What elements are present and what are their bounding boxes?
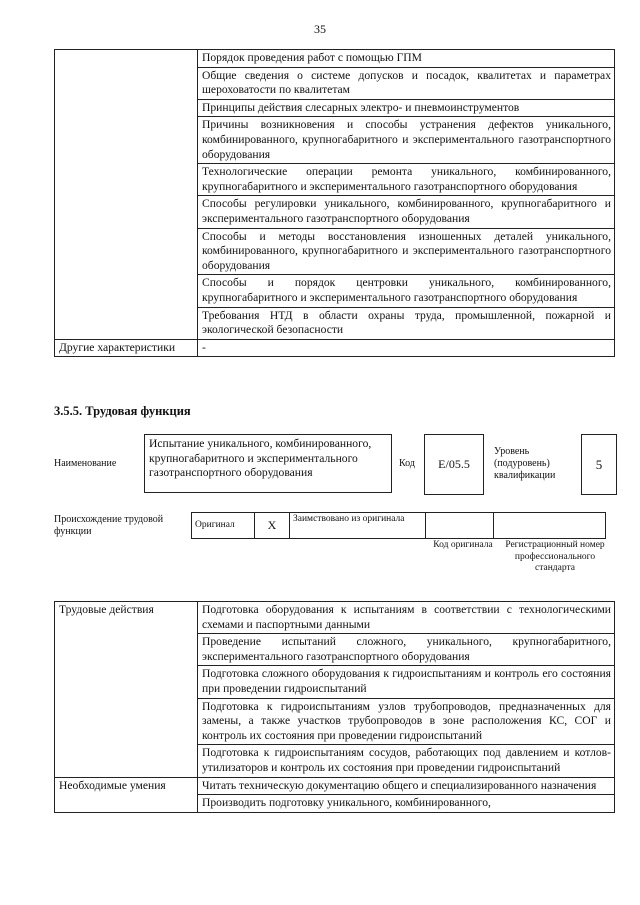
table-row [55, 50, 615, 68]
level-value-box: 5 [581, 434, 617, 495]
origin-code-cell [426, 513, 494, 539]
table-cell: Подготовка к гидроиспытаниям узлов трубопроводов, предназначенных для замены, а также участков трубопроводов в зоне расположения КС, СОГ и контроль их состояния при проведении гидроиспытаний [198, 698, 615, 745]
table-cell: Требования НТД в области охраны труда, промышленной, пожарной и экологической безопасности [198, 307, 615, 339]
function-code-box: E/05.5 [424, 434, 484, 495]
table-cell: Принципы действия слесарных электро- и пневмоинструментов [198, 99, 615, 117]
table-cell: Общие сведения о системе допусков и посадок, квалитетах и параметрах шероховатости по квалитетам [198, 67, 615, 99]
section-heading: 3.5.5. Трудовая функция [54, 404, 191, 418]
other-characteristics-value: - [198, 339, 615, 357]
code-label: Код [399, 458, 415, 469]
labor-function-table [54, 601, 615, 813]
registration-caption: Регистрационный номер профессионального стандарта [505, 540, 605, 573]
name-label: Наименование [54, 458, 117, 469]
table-cell: Проведение испытаний сложного, уникального, крупногабаритного, экспериментального газотранспортного оборудования [198, 634, 615, 666]
code-original-caption: Код оригинала [433, 540, 493, 550]
table-cell: Подготовка сложного оборудования к гидроиспытаниям и контроль его состояния при проведении гидроиспытаний [198, 666, 615, 698]
page-number: 35 [314, 22, 326, 36]
other-characteristics-label: Другие характеристики [55, 339, 198, 357]
registration-number-cell [494, 513, 606, 539]
table-row [55, 777, 615, 795]
borrowed-label: Заимствовано из оригинала [290, 513, 426, 539]
origin-table [191, 512, 606, 539]
table-cell: Технологические операции ремонта уникального, комбинированного, крупногабаритного и экспериментального газотранспортного оборудования [198, 164, 615, 196]
labor-actions-label: Трудовые действия [55, 602, 198, 778]
table-cell: Подготовка к гидроиспытаниям сосудов, работающих под давлением и котлов-утилизаторов и контроль их состояния при проведении гидроиспытаний [198, 745, 615, 777]
skills-label: Необходимые умения [55, 777, 198, 812]
table-left-cell [55, 50, 198, 340]
level-label: Уровень (подуровень) квалификации [494, 446, 556, 481]
table-cell: Порядок проведения работ с помощью ГПМ [198, 50, 615, 68]
origin-label: Происхождение трудовой функции [54, 514, 164, 537]
original-label: Оригинал [192, 513, 255, 539]
table-row [55, 602, 615, 634]
table-cell: Производить подготовку уникального, комбинированного, [198, 795, 615, 813]
original-mark: X [255, 513, 290, 539]
function-name-box: Испытание уникального, комбинированного, крупногабаритного и экспериментального газотранспортного оборудования [144, 434, 392, 493]
table-cell: Читать техническую документацию общего и специализированного назначения [198, 777, 615, 795]
table-row [55, 339, 615, 357]
table-cell: Подготовка оборудования к испытаниям в соответствии с технологическими схемами и паспортными данными [198, 602, 615, 634]
table-cell: Способы и порядок центровки уникального, комбинированного, крупногабаритного и экспериментального газотранспортного оборудования [198, 275, 615, 307]
knowledge-table [54, 49, 615, 357]
table-cell: Способы регулировки уникального, комбинированного, крупногабаритного и экспериментального газотранспортного оборудования [198, 196, 615, 228]
table-cell: Способы и методы восстановления изношенных деталей уникального, комбинированного, крупногабаритного и экспериментального газотранспортного оборудования [198, 228, 615, 275]
table-cell: Причины возникновения и способы устранения дефектов уникального, комбинированного, крупногабаритного и экспериментального газотранспортного оборудования [198, 117, 615, 164]
